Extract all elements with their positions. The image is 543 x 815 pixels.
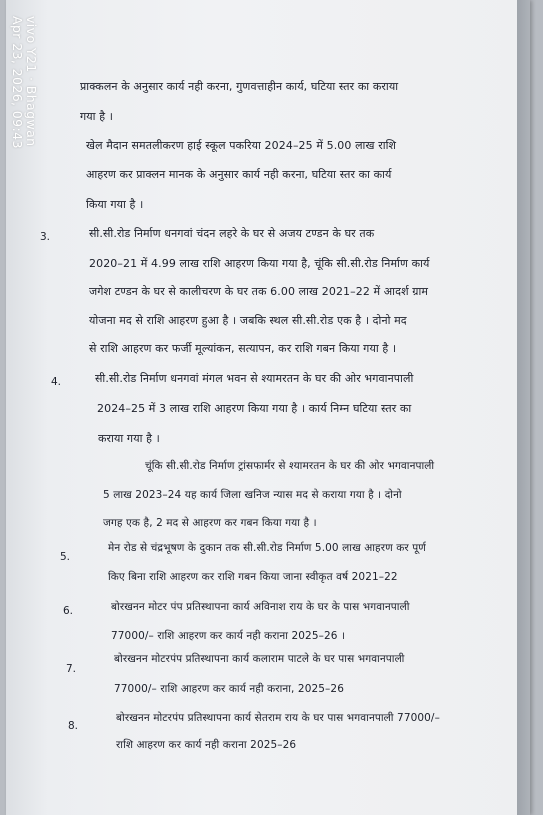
text-line: 2024–25 में 3 लाख राशि आहरण किया गया है । कार्य निम्न घटिया स्तर का (97, 402, 412, 415)
item-number: 6. (63, 605, 74, 617)
text-line: खेल मैदान समतलीकरण हाई स्कूल पकरिया 2024–25 में 5.00 लाख राशि (86, 139, 397, 152)
item-number: 5. (60, 551, 71, 563)
text-line: 77000/– राशि आहरण कर कार्य नही कराना 2025–26 । (111, 630, 346, 642)
text-line: बोरखनन मोटरपंप प्रतिस्थापना कार्य कलाराम पाटले के घर पास भगवानपाली (114, 653, 405, 665)
text-line: सी.सी.रोड निर्माण धनगवां मंगल भवन से श्यामरतन के घर की ओर भगवानपाली (95, 372, 414, 385)
text-line: 5 लाख 2023–24 यह कार्य जिला खनिज न्यास मद से कराया गया है । दोनो (103, 489, 402, 501)
text-line: किए बिना राशि आहरण कर राशि गबन किया जाना स्वीकृत वर्ष 2021–22 (108, 571, 398, 583)
text-line: कराया गया है । (98, 432, 160, 445)
text-line: जगह एक है, 2 मद से आहरण कर गबन किया गया है । (103, 517, 317, 529)
text-line: चूंकि सी.सी.रोड निर्माण ट्रांसफार्मर से श्यामरतन के घर की ओर भगवानपाली (145, 460, 435, 472)
text-line: प्राक्कलन के अनुसार कार्य नही करना, गुणवत्ताहीन कार्य, घटिया स्तर का कराया (80, 80, 399, 93)
item-number: 7. (66, 663, 77, 675)
text-line: किया गया है । (86, 198, 144, 211)
text-line: से राशि आहरण कर फर्जी मूल्यांकन, सत्यापन, कर राशि गबन किया गया है । (89, 342, 397, 355)
text-line: 77000/– राशि आहरण कर कार्य नही कराना, 2025–26 (114, 683, 344, 695)
text-line: आहरण कर प्राक्लन मानक के अनुसार कार्य नही करना, घटिया स्तर का कार्य (86, 168, 392, 181)
text-line: बोरखनन मोटर पंप प्रतिस्थापना कार्य अविनाश राय के घर के पास भगवानपाली (111, 601, 410, 613)
text-line: राशि आहरण कर कार्य नही कराना 2025–26 (116, 739, 297, 751)
watermark-date-line: Apr 23, 2026, 09:43 (10, 16, 25, 149)
page-edge-shadow (517, 0, 530, 815)
item-number: 8. (68, 720, 79, 732)
text-line: बोरखनन मोटरपंप प्रतिस्थापना कार्य सेतराम राय के घर पास भगवानपाली 77000/– (116, 712, 440, 724)
text-line: सी.सी.रोड निर्माण धनगवां चंदन लहरे के घर से अजय टण्डन के घर तक (89, 227, 375, 240)
item-number: 4. (51, 376, 62, 388)
camera-watermark (10, 16, 38, 149)
text-line: मेन रोड से चंद्रभूषण के दुकान तक सी.सी.रोड निर्माण 5.00 लाख आहरण कर पूर्ण (108, 542, 426, 554)
watermark-device-line: vivo Y21 · Bhagwan (24, 16, 39, 147)
text-line: गया है । (80, 110, 114, 123)
text-line: योजना मद से राशि आहरण हुआ है । जबकि स्थल सी.सी.रोड एक है । दोनो मद (89, 314, 407, 327)
text-line: जगेश टण्डन के घर से कालीचरण के घर तक 6.00 लाख 2021–22 में आदर्श ग्राम (89, 285, 429, 298)
text-line: 2020–21 में 4.99 लाख राशि आहरण किया गया है, चूंकि सी.सी.रोड निर्माण कार्य (89, 257, 430, 270)
item-number: 3. (40, 231, 51, 243)
